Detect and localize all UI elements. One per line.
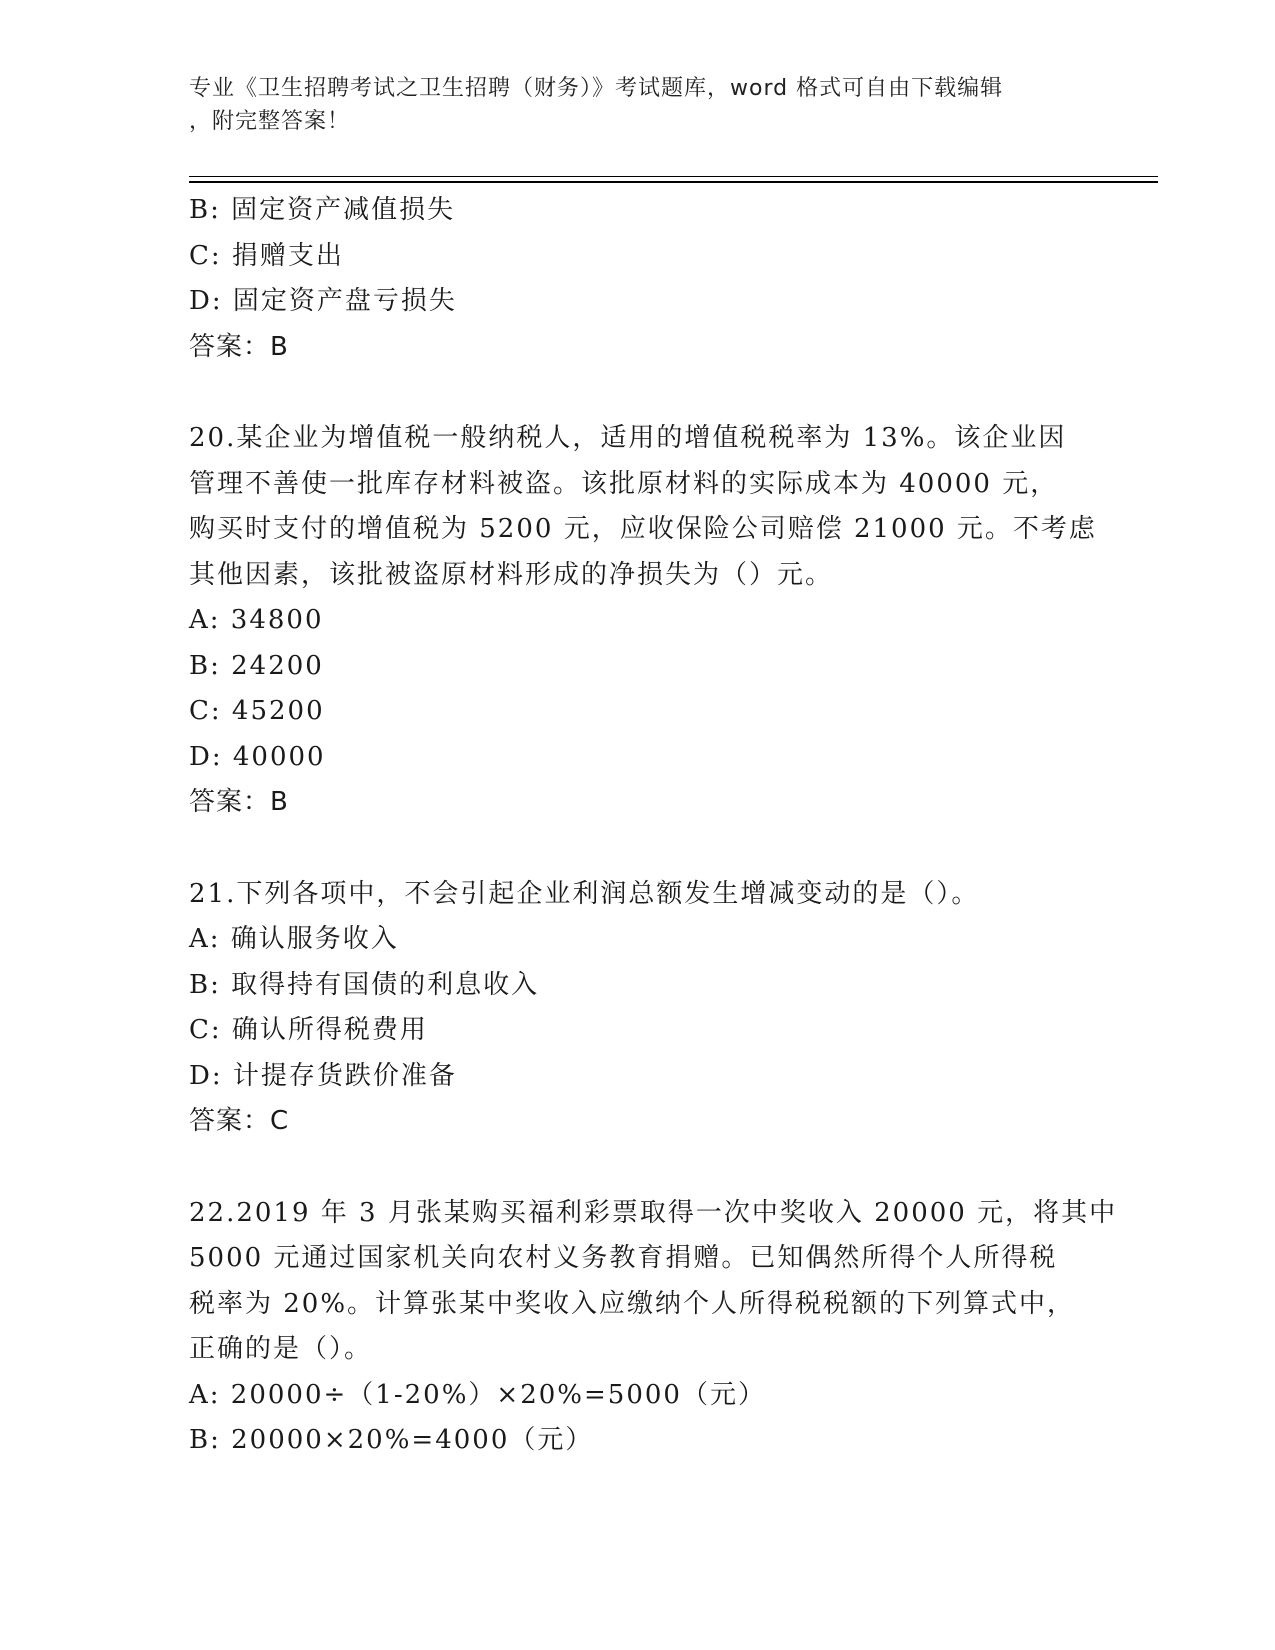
answer: 答案：B	[189, 331, 289, 362]
option-c: C: 捐赠支出	[189, 240, 344, 271]
spacer	[189, 1145, 1089, 1191]
option-d: D: 固定资产盘亏损失	[189, 286, 457, 316]
option-c: C: 确认所得税费用	[189, 1015, 428, 1045]
option-b: B: 20000×20%=4000（元）	[189, 1425, 594, 1455]
stem-line: 22.2019 年 3 月张某购买福利彩票取得一次中奖收入 20000 元，将其中	[189, 1197, 1118, 1228]
question-stem	[189, 1191, 1118, 1373]
stem-line: 管理不善使一批库存材料被盗。该批原材料的实际成本为 40000 元，	[189, 468, 1059, 499]
question-stem	[189, 416, 1097, 598]
question-22	[189, 1191, 1118, 1464]
option-b: B: 取得持有国债的利息收入	[189, 969, 540, 1000]
option-b: B: 固定资产减值损失	[189, 195, 456, 225]
option-b: B: 24200	[189, 650, 324, 681]
stem-line: 21.下列各项中，不会引起企业利润总额发生增减变动的是（）。	[189, 878, 980, 909]
question-list	[189, 188, 1118, 1464]
stem-line: 其他因素，该批被盗原材料形成的净损失为（）元。	[189, 559, 834, 590]
document-header	[189, 72, 1089, 138]
stem-line: 5000 元通过国家机关向农村义务教育捐赠。已知偶然所得个人所得税	[189, 1243, 1058, 1273]
option-a: A: 确认服务收入	[189, 924, 399, 954]
stem-line: 购买时支付的增值税为 5200 元，应收保险公司赔偿 21000 元。不考虑	[189, 514, 1097, 544]
answer: 答案：B	[189, 787, 289, 817]
question-19	[189, 188, 1089, 370]
option-a: A: 34800	[189, 605, 324, 635]
question-20	[189, 416, 1097, 826]
question-stem	[189, 872, 1089, 918]
stem-line: 正确的是（）。	[189, 1334, 373, 1364]
spacer	[189, 826, 1089, 872]
answer: 答案：C	[189, 1106, 290, 1136]
option-d: D: 计提存货跌价准备	[189, 1060, 457, 1091]
header-line-1: 专业《卫生招聘考试之卫生招聘（财务）》考试题库，word 格式可自由下载编辑	[189, 76, 1004, 101]
option-a: A: 20000÷（1-20%）×20%=5000（元）	[189, 1379, 766, 1410]
question-21	[189, 872, 1089, 1145]
option-d: D: 40000	[189, 741, 326, 772]
spacer	[189, 370, 1089, 416]
header-divider-thin	[189, 176, 1158, 177]
option-c: C: 45200	[189, 696, 325, 726]
stem-line: 税率为 20%。计算张某中奖收入应缴纳个人所得税税额的下列算式中，	[189, 1288, 1076, 1319]
header-divider-thick	[189, 181, 1158, 183]
stem-line: 20.某企业为增值税一般纳税人，适用的增值税税率为 13%。该企业因	[189, 423, 1067, 453]
header-line-2: ，附完整答案！	[189, 109, 351, 134]
